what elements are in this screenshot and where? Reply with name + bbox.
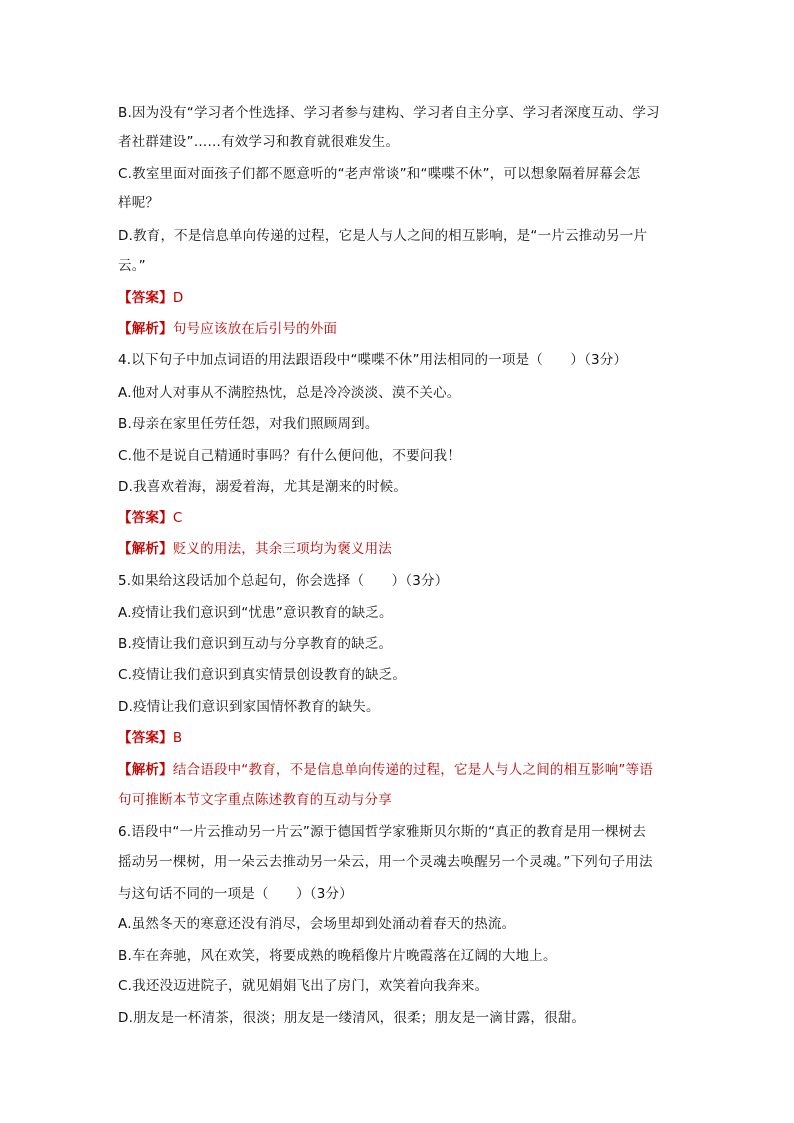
line-text: B <box>172 730 183 746</box>
text-line <box>118 193 159 213</box>
text-line <box>118 914 515 934</box>
line-text: D.朋友是一杯清茶，很淡；朋友是一缕清风，很柔；朋友是一滴甘露，很甜。 <box>118 1010 586 1026</box>
line-text: D.我喜欢着海，溺爱着海，尤其是潮来的时候。 <box>118 479 408 495</box>
line-text: 5.如果给这段话加个总起句，你会选择（ ）（3分） <box>118 573 449 589</box>
text-line <box>118 697 380 717</box>
line-text: 贬义的用法，其余三项均为褒义用法 <box>172 541 393 557</box>
text-line <box>118 822 646 842</box>
text-line <box>118 571 448 591</box>
text-line <box>118 634 392 654</box>
line-text: C.疫情让我们意识到真实情景创设教育的缺乏。 <box>118 667 407 683</box>
text-line <box>118 414 379 434</box>
analysis-line <box>118 760 653 780</box>
analysis-line <box>118 790 392 810</box>
line-text: A.疫情让我们意识到“忧患”意识教育的缺乏。 <box>118 605 393 621</box>
line-text: C <box>172 510 183 526</box>
answer-tag: 【答案】 <box>118 290 173 306</box>
line-text: 云。” <box>118 258 146 274</box>
line-text: 句可推断本节文字重点陈述教育的互动与分享 <box>118 792 392 808</box>
text-line <box>118 350 627 370</box>
answer-tag: 【答案】 <box>118 510 173 526</box>
text-line <box>118 164 640 184</box>
line-text: B.疫情让我们意识到互动与分享教育的缺乏。 <box>118 636 393 652</box>
text-line <box>118 383 461 403</box>
line-text: B.因为没有“学习者个性选择、学习者参与建构、学习者自主分享、学习者深度互动、学习 <box>118 105 660 121</box>
line-text: 结合语段中“教育，不是信息单向传递的过程，它是人与人之间的相互影响”等语 <box>172 762 653 778</box>
analysis-tag: 【解析】 <box>118 321 173 337</box>
analysis-line <box>118 539 392 559</box>
line-text: C.教室里面对面孩子们都不愿意听的“老声常谈”和“喋喋不休”，可以想象隔着屏幕会怎 <box>118 166 641 182</box>
answer-line <box>118 728 182 748</box>
line-text: 样呢？ <box>118 195 160 211</box>
line-text: 与这句话不同的一项是（ ）（3分） <box>118 886 353 902</box>
line-text: C.他不是说自己精通时事吗？有什么便问他，不要问我！ <box>118 448 461 464</box>
analysis-tag: 【解析】 <box>118 541 173 557</box>
text-line <box>118 477 407 497</box>
line-text: A.他对人对事从不满腔热忱，总是冷冷淡淡、漠不关心。 <box>118 385 461 401</box>
line-text: D <box>172 290 184 306</box>
text-line <box>118 946 557 966</box>
line-text: 4.以下句子中加点词语的用法跟语段中“喋喋不休”用法相同的一项是（ ）（3分） <box>118 352 628 368</box>
text-line <box>118 256 146 276</box>
line-text: 6.语段中“一片云推动另一片云”源于德国哲学家雅斯贝尔斯的“真正的教育是用一棵树去 <box>118 824 647 840</box>
text-line <box>118 132 399 152</box>
text-line <box>118 884 353 904</box>
text-line <box>118 852 653 872</box>
line-text: 摇动另一棵树，用一朵云去推动另一朵云，用一个灵魂去唤醒另一个灵魂。”下列句子用法 <box>118 854 653 870</box>
line-text: B.母亲在家里任劳任怨，对我们照顾周到。 <box>118 416 379 432</box>
text-line <box>118 603 393 623</box>
text-line <box>118 665 406 685</box>
text-line <box>118 1008 585 1028</box>
analysis-tag: 【解析】 <box>118 762 173 778</box>
answer-tag: 【答案】 <box>118 730 173 746</box>
line-text: 者社群建设”……有效学习和教育就很难发生。 <box>118 134 400 150</box>
line-text: A.虽然冬天的寒意还没有消尽，会场里却到处涌动着春天的热流。 <box>118 916 516 932</box>
line-text: D.疫情让我们意识到家国情怀教育的缺失。 <box>118 699 380 715</box>
line-text: B.车在奔驰，风在欢笑，将要成熟的晚稻像片片晚霞落在辽阔的大地上。 <box>118 948 557 964</box>
line-text: D.教育，不是信息单向传递的过程，它是人与人之间的相互影响，是“一片云推动另一片 <box>118 228 648 244</box>
line-text: 句号应该放在后引号的外面 <box>172 321 338 337</box>
text-line <box>118 446 461 466</box>
answer-line <box>118 288 183 308</box>
answer-line <box>118 508 182 528</box>
line-text: C.我还没迈进院子，就见娟娟飞出了房门，欢笑着向我奔来。 <box>118 978 489 994</box>
analysis-line <box>118 319 337 339</box>
text-line <box>118 976 488 996</box>
text-line <box>118 103 660 123</box>
text-line <box>118 226 647 246</box>
